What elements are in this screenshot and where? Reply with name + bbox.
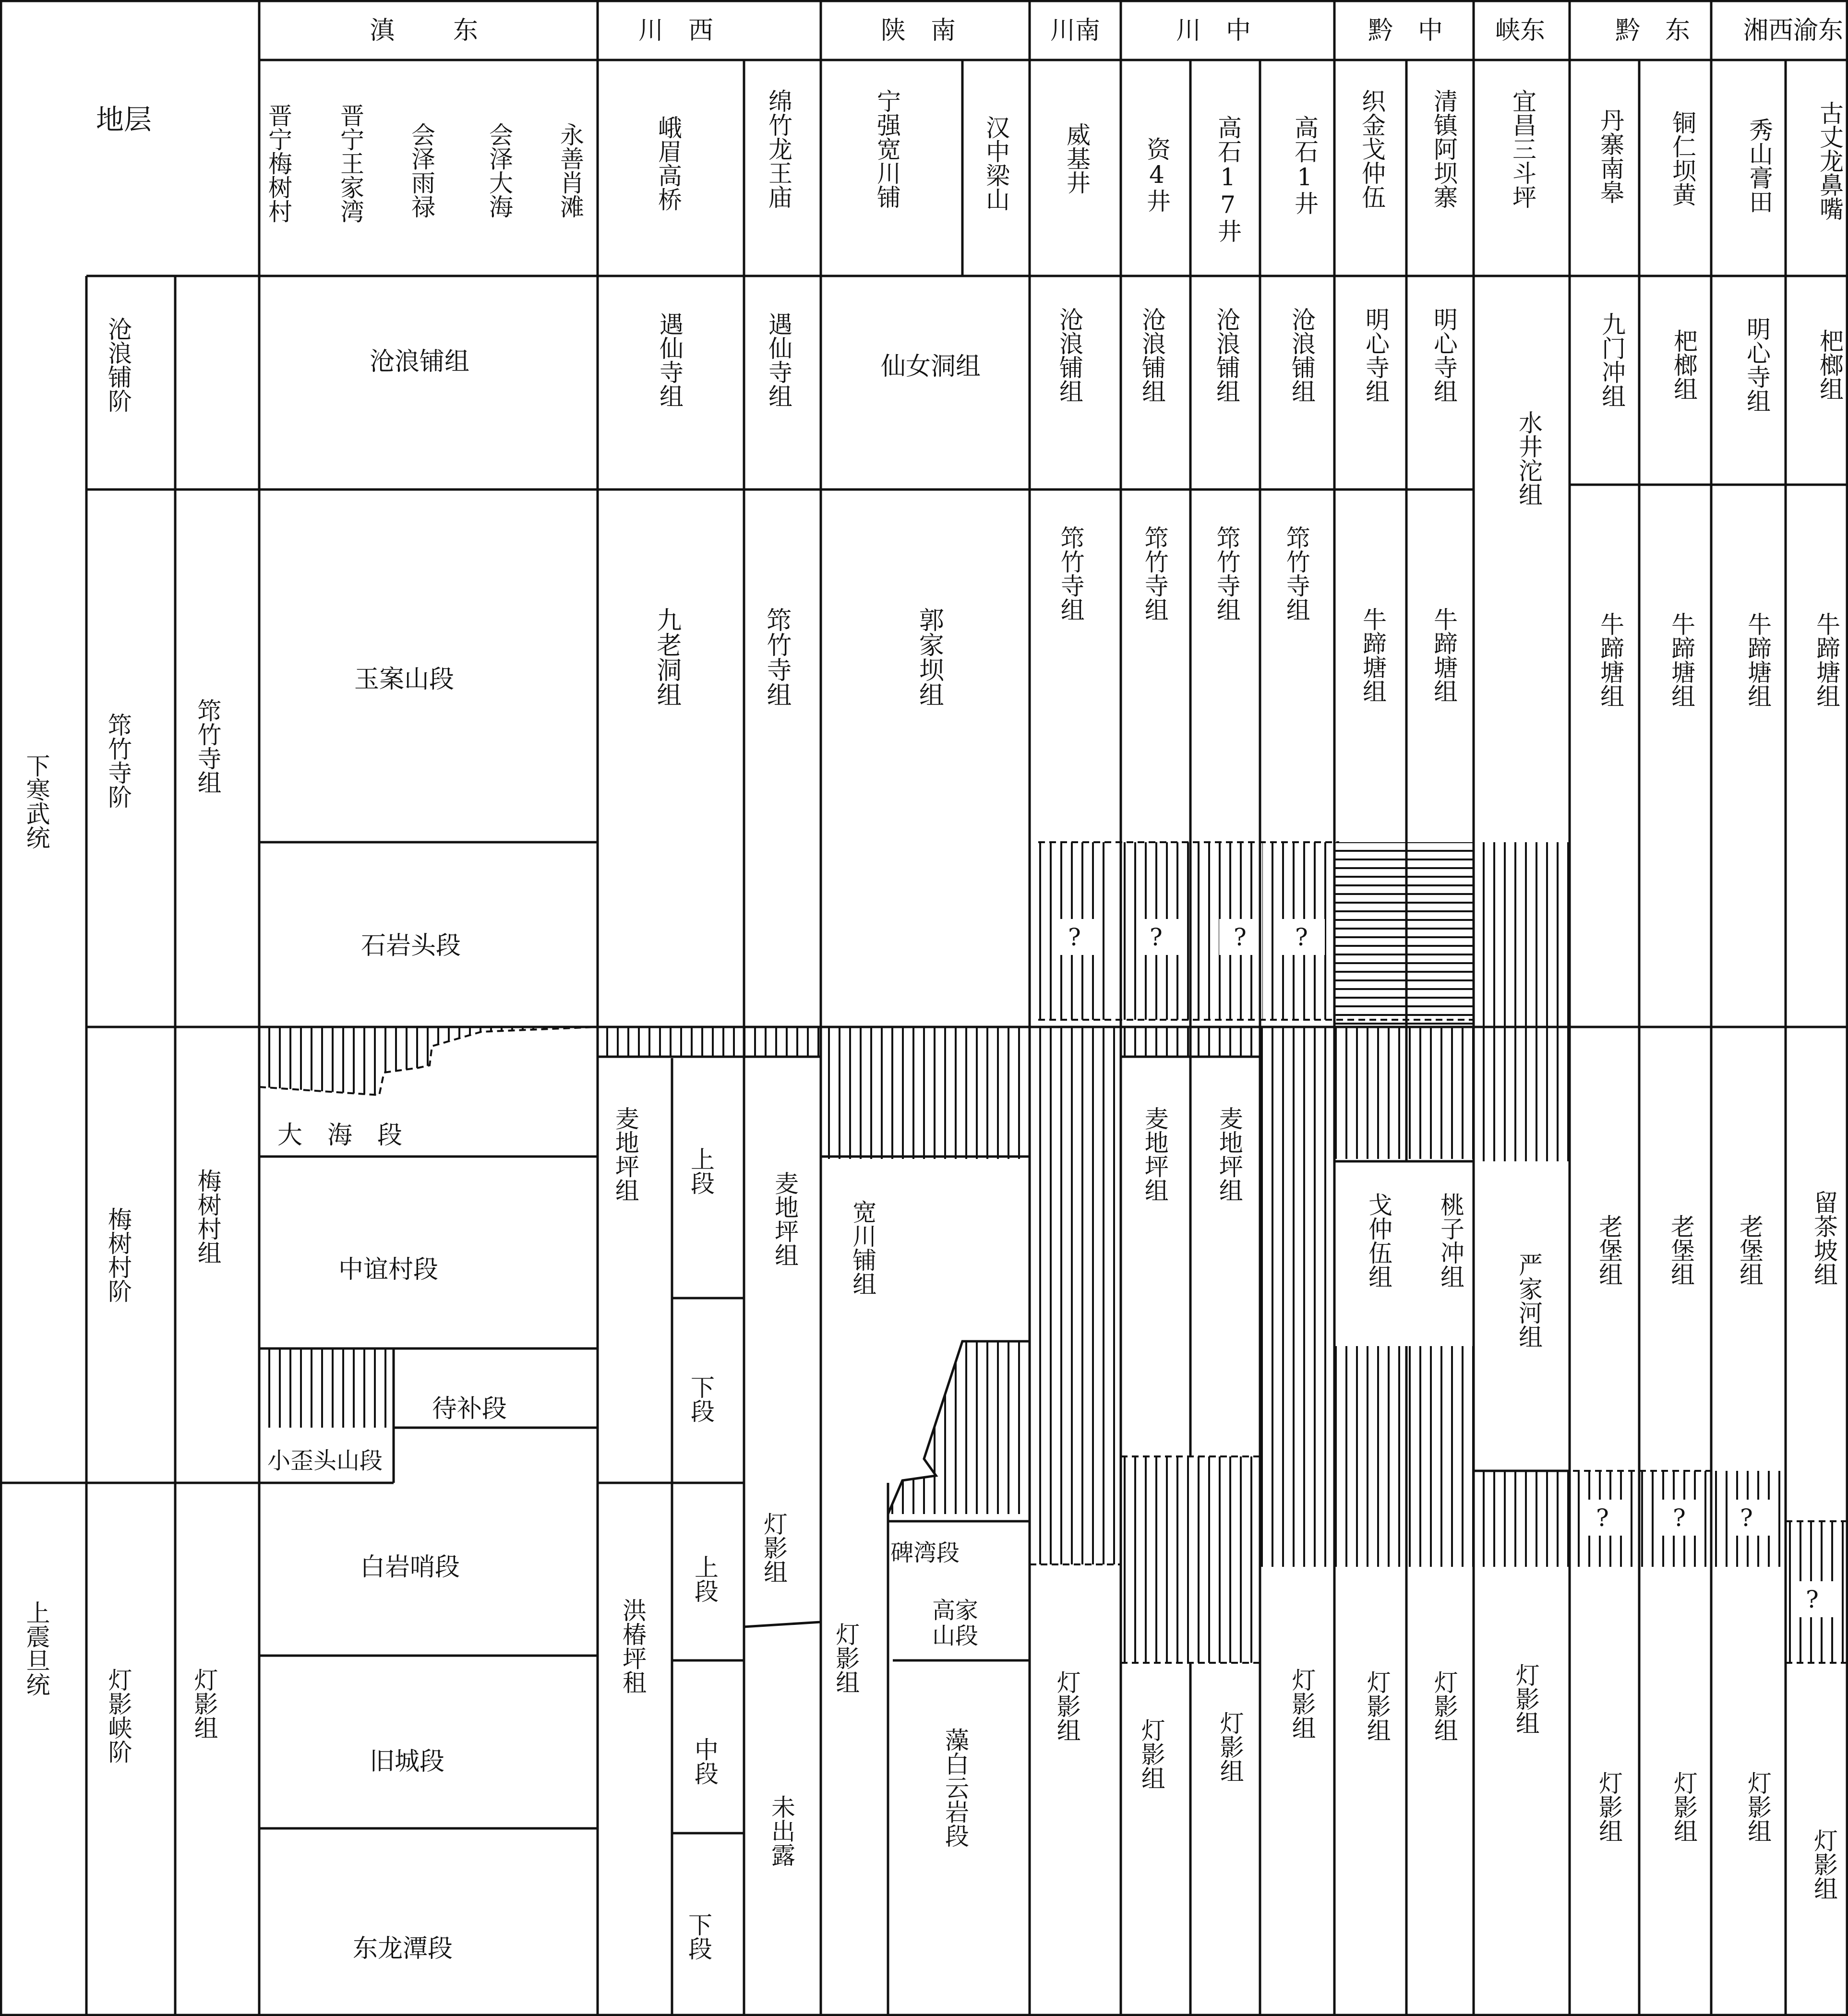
member-label: 高家山段: [932, 1597, 978, 1649]
region-label: 陕 南: [881, 16, 956, 45]
member-label: 东龙潭段: [353, 1934, 453, 1963]
member-label: 中谊村段: [338, 1255, 439, 1284]
member-label: 石岩头段: [361, 931, 461, 960]
question-mark: ?: [1234, 923, 1247, 951]
question-mark: ?: [1295, 923, 1308, 951]
question-mark: ?: [1806, 1586, 1819, 1613]
question-mark: ?: [1740, 1504, 1753, 1532]
question-mark: ?: [1068, 923, 1081, 951]
strata-label: 地层: [96, 103, 152, 136]
region-label: 峡东: [1495, 16, 1546, 45]
formation-label: 沧浪铺组: [370, 347, 470, 376]
region-label: 湘西渝东: [1743, 16, 1844, 45]
region-label: 川 中: [1176, 16, 1251, 45]
member-label: 大 海 段: [277, 1121, 403, 1150]
region-label: 黔 东: [1615, 16, 1691, 45]
member-label: 玉案山段: [354, 665, 455, 694]
member-label: 旧城段: [370, 1747, 445, 1776]
question-mark: ?: [1150, 923, 1163, 951]
member-label: 待补段: [432, 1395, 507, 1423]
question-mark: ?: [1596, 1504, 1609, 1532]
stratigraphic-correlation-table: 地层 滇 东 川 西 陕 南 川南 川 中 黔 中 峡东 黔 东 湘西渝东 晋宁梅树村 晋宁王家湾 会泽雨禄 会泽大海 永善肖滩 峨眉高桥 绵竹龙王庙 宁强宽川铺 汉中梁山 威基井 资4井 高石17井 高石1井 织金戈仲伍 清镇阿坝寨 宜昌三斗坪 丹寨南皋 铜仁坝黄 秀山膏田 古丈龙鼻嘴 下寒武统 上震旦统 沧浪铺阶 筇竹寺阶 梅树村阶 灯影峡阶 筇竹寺组 梅树村组 灯影组 沧浪铺组 玉案山段 石岩头段 大 海 段 中谊村段 待补段 小歪头山段 白岩哨段 旧城段 东龙潭段 遇仙寺组 九老洞组 麦地坪组 上段 下段 洪椿坪租 上段 中段 下段 遇仙寺组 筇竹寺组 麦地坪组 灯影组 未出露 仙女洞组 郭家坝组 宽川铺组 灯影组 碑湾段 高家山段 藻白云岩段 沧浪铺组 筇竹寺组 ? 灯影组 沧浪铺组 筇竹寺组 ? 麦地坪组 灯影组 沧浪铺组 筇竹寺组 ? 麦地坪组 灯影组 沧浪铺组 筇竹寺组 ? 灯影组 明心寺组 牛蹄塘组 戈仲伍组 灯影组 明心寺组 牛蹄塘组 桃子冲组 灯影组 水井沱组 严家河组 灯影组 九门冲组 牛蹄塘组 老堡组 ? 灯影组 杷榔组 牛蹄塘组 老堡组 ? 灯影组 明心寺组 牛蹄塘组 老堡组 ? 灯影组 杷榔组 牛蹄塘组 留茶坡组 ? 灯影组: [0, 0, 1848, 2016]
question-mark: ?: [1673, 1504, 1686, 1532]
formation-label: 仙女洞组: [881, 352, 981, 381]
region-label: 滇 东: [370, 16, 481, 45]
horizontal-hatch-gaps: [1334, 842, 1474, 1025]
member-label: 小歪头山段: [267, 1447, 383, 1474]
region-label: 川南: [1050, 16, 1101, 45]
member-label: 碑湾段: [890, 1539, 960, 1566]
region-label: 黔 中: [1368, 16, 1443, 45]
member-label: 白岩哨段: [360, 1553, 460, 1582]
region-label: 川 西: [638, 16, 714, 45]
